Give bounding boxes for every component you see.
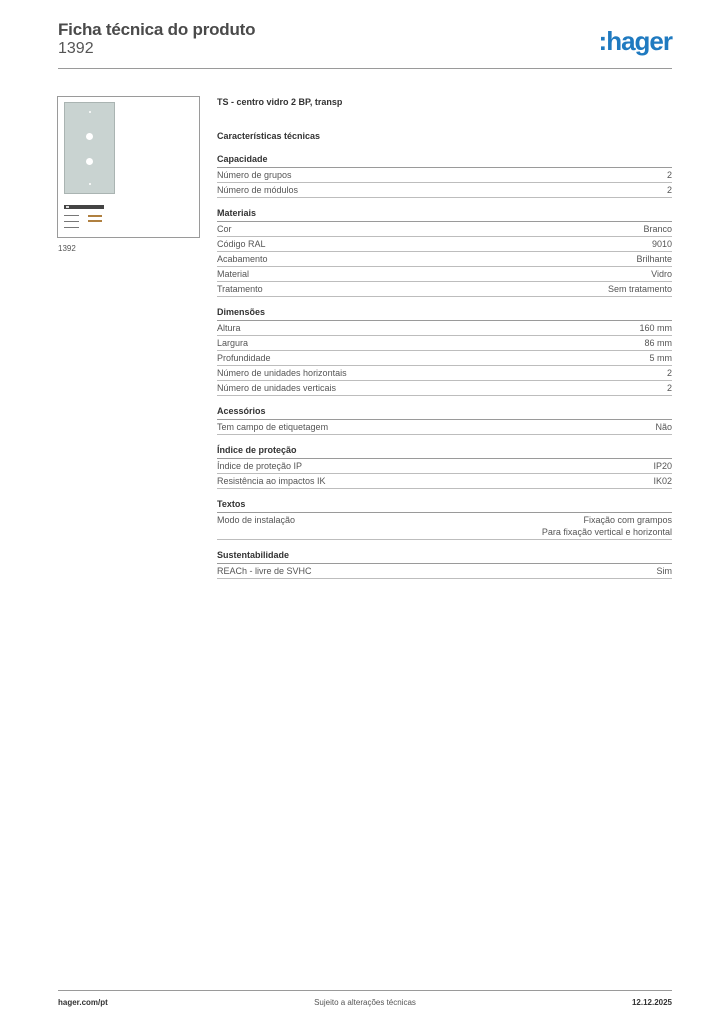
- spec-value: IK02: [653, 476, 672, 486]
- product-image: [57, 96, 200, 238]
- spec-label: Cor: [217, 224, 232, 234]
- header-divider: [58, 68, 672, 69]
- spec-label: Resistência ao impactos IK: [217, 476, 326, 486]
- image-caption: 1392: [58, 244, 76, 253]
- spec-row: [217, 564, 672, 579]
- spec-value: 2: [666, 368, 672, 378]
- spec-row: [217, 459, 672, 474]
- spec-row: [217, 222, 672, 237]
- product-code: 1392: [58, 40, 94, 57]
- spec-row: [217, 168, 672, 183]
- spec-label: Modo de instalação: [217, 515, 296, 525]
- spec-value: Sim: [656, 566, 672, 576]
- line-icon: [64, 215, 79, 216]
- spec-row: [217, 420, 672, 435]
- footer-notice: Sujeito a alterações técnicas: [314, 998, 416, 1007]
- spec-row: [217, 321, 672, 336]
- spec-label: Índice de proteção IP: [217, 461, 303, 471]
- footer-website-link[interactable]: hager.com/pt: [58, 998, 108, 1007]
- spec-content: [217, 96, 672, 579]
- spec-label: Tem campo de etiquetagem: [217, 422, 329, 432]
- spec-value: Não: [655, 422, 672, 432]
- spec-label: Tratamento: [217, 284, 263, 294]
- spec-label: Número de módulos: [217, 185, 299, 195]
- spec-row: [217, 336, 672, 351]
- product-name: TS - centro vidro 2 BP, transp: [217, 97, 343, 107]
- spec-value: 2: [666, 383, 672, 393]
- spec-value: 5 mm: [649, 353, 672, 363]
- spec-row: [217, 381, 672, 396]
- section-heading: Características técnicas: [217, 131, 321, 141]
- spec-label: Número de unidades horizontais: [217, 368, 347, 378]
- spec-label: Acabamento: [217, 254, 268, 264]
- spec-row: [217, 474, 672, 489]
- spec-value: Vidro: [651, 269, 672, 279]
- spec-row: [217, 366, 672, 381]
- spec-value: 9010: [651, 239, 672, 249]
- spec-label: Número de unidades verticais: [217, 383, 337, 393]
- spec-value: 2: [666, 185, 672, 195]
- spec-groups: [217, 153, 672, 579]
- spec-row: [217, 513, 672, 540]
- spec-value: IP20: [653, 461, 672, 471]
- spec-label: Largura: [217, 338, 249, 348]
- spec-value: Fixação com grampos Para fixação vertical e horizontal: [541, 515, 672, 537]
- spec-row: [217, 267, 672, 282]
- page-title: Ficha técnica do produto: [58, 20, 256, 39]
- spec-value: Branco: [643, 224, 672, 234]
- spec-row: [217, 252, 672, 267]
- group-title: Materiais: [217, 207, 672, 222]
- group-title: Dimensões: [217, 306, 672, 321]
- screw-icon: [88, 215, 102, 217]
- group-title: Sustentabilidade: [217, 549, 672, 564]
- spec-value: Brilhante: [636, 254, 672, 264]
- hager-logo: :hager: [598, 26, 672, 56]
- spec-label: Profundidade: [217, 353, 271, 363]
- glass-plate-image: [64, 102, 115, 194]
- spec-label: Código RAL: [217, 239, 266, 249]
- spec-label: REACh - livre de SVHC: [217, 566, 312, 576]
- line-icon: [64, 221, 79, 222]
- spec-value: 86 mm: [644, 338, 672, 348]
- spec-row: [217, 237, 672, 252]
- spec-row: [217, 183, 672, 198]
- spec-label: Altura: [217, 323, 241, 333]
- footer: [58, 998, 672, 1010]
- group-title: Índice de proteção: [217, 444, 672, 459]
- spec-value: 160 mm: [639, 323, 672, 333]
- spec-label: Material: [217, 269, 250, 279]
- group-title: Acessórios: [217, 405, 672, 420]
- screw-icon: [88, 220, 102, 222]
- spec-row: [217, 351, 672, 366]
- mounting-bar-icon: [64, 205, 104, 209]
- footer-date: 12.12.2025: [631, 998, 672, 1007]
- line-icon: [64, 227, 79, 228]
- group-title: Capacidade: [217, 153, 672, 168]
- spec-label: Número de grupos: [217, 170, 292, 180]
- group-title: Textos: [217, 498, 672, 513]
- spec-row: [217, 282, 672, 297]
- spec-value: 2: [666, 170, 672, 180]
- spec-value: Sem tratamento: [607, 284, 672, 294]
- footer-divider: [58, 990, 672, 991]
